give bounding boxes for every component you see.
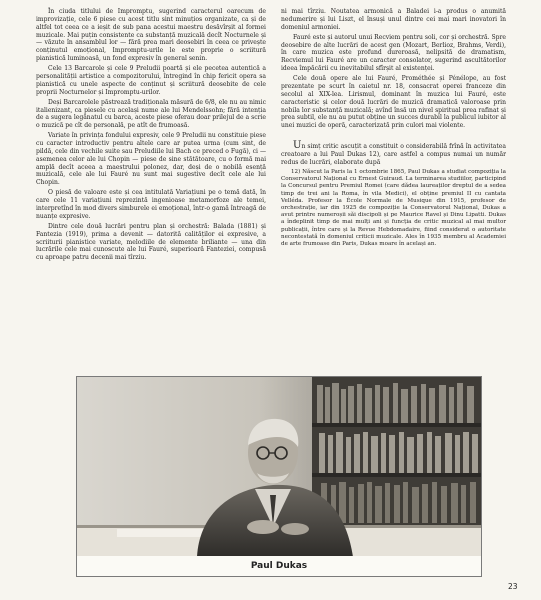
- paragraph: O piesă de valoare este și cea intitulată Variațiuni pe o temă dată, în care cele 11 variațiuni reprezintă ingenioase metamorfoze ale temei, interpretînd în mod divers simburele ei emoțional, într-o gamă întreagă de nuanțe expresive.: [36, 189, 266, 220]
- left-text-column: [36, 8, 266, 264]
- section-gap: [281, 132, 506, 142]
- paragraph: Cele 13 Barcarole și cele 9 Preludii poartă și ele pecetea autentică a personalității artistice a compozitorului, întregind în chip fericit opera sa pianistică cu unele aspecte de conținut și scriitură deosebite de cele proprii Nocturnelor și Impromptu-urilor.: [36, 65, 266, 96]
- portrait-illustration: [77, 377, 481, 557]
- paragraph: Deși Barcarolele păstrează tradiționala măsură de 6/8, ele nu au nimic italienizant, ca piesele cu același nume ale lui Mendelssohn; fără intenția de a sugera legănatul cu barca, aceste piese oferau doar prilejul de a scrie o muzică pe cît de personală, pe atît de frumoasă.: [36, 98, 266, 130]
- drop-initial: U: [293, 140, 302, 152]
- paragraph: ni mai tîrziu. Noutatea armonică a Baladei i-a produs o anumită nedumerire și lui Liszt, el însuși unul dintre cei mai mari inovatori în domeniul armoniei.: [281, 8, 506, 31]
- figure-caption-box: [76, 556, 482, 577]
- closing-paragraph: [281, 142, 506, 167]
- paragraph: Fauré este și autorul unui Recviem pentru soli, cor și orchestră. Spre deosebire de alte lucrări de acest gen (Mozart, Berlioz, Brahms, Verdi), în care muzica este profund dureroasă, nelipsită de dramatism, Recviemul lui Fauré are un caracter consolator, sugerind ascultătorilor ideea împăcării cu inevitabilul sfîrșit al existenței.: [281, 33, 506, 73]
- closing-paragraph-text: n simț critic ascuțit a constituit o considerabilă frînă în activitatea creatoare a lui Paul Dukas 12), care astfel a compus numai un număr redus de lucrări, elaborate după: [281, 143, 506, 166]
- page-number: 23: [508, 582, 518, 591]
- paragraph: Cele două opere ale lui Fauré, Prométhée și Pénélope, au fost prezentate pe scurt în caietul nr. 18, consacrat operei franceze din secolul al XIX-lea. Lirismul, dominant în muzica lui Fauré, este caracteristic și celor două lucrări de muzică dramatică valoroase prin nobila lor substanță muzicală; avînd însă un nivel spiritual prea rafinat și prea subtil, ele nu au putut obține un succes durabil la publicul iubitor al unei muzici de operă, caracterizată prin culori mai violente.: [281, 75, 506, 130]
- paragraph: Variate în privința fondului expresiv, cele 9 Preludii nu constituie piese cu caracter introductiv pentru altele care ar putea urma (cum sint, de pildă, cele din vechile suite sau Preludiile lui Bach ce preced o Fugă), ci — asemenea celor ale lui Chopin — piese de sine stătătoare, cu o formă mai amplă decît aceea a maestrului polonez, dar, deși de o nobilă esență muzicală, cele ale lui Fauré nu sunt mai sugestive decît cele ale lui Chopin.: [36, 132, 266, 187]
- right-text-column: [281, 8, 506, 248]
- paragraph: În ciuda titlului de Impromptu, sugerind caracterul oarecum de improvizație, cele 6 piese cu acest titlu sint minuțios organizate, ca și de altfel tot ceea ce a ieșit de sub pana acestui maestru desăvîrșit al formei muzicale. Mai puțin consistente ca substanță muzicală decît Nocturnele și — văzute în ansamblul lor — fără prea mari deosebiri în ceea ce privește conținutul emoțional, Impromptu-urile le este proprie o scriitură pianistică luminoasă, un fond expresiv în general senin.: [36, 8, 266, 63]
- portrait-photo: [76, 376, 482, 558]
- footnote: 12) Născut la Paris la 1 octombrie 1865, Paul Dukas a studiat compoziția la Conservatorul Național cu Ernest Guiraud. La terminarea studiilor, participind la Concursul pentru Premiul Romei (care dădea laureaților dreptul de a sedea timp de trei ani la Roma, în vila Medici), el obține premiul II cu cantata Velléda. Profesor la École Normale de Musique din 1915, profesor de orchestrație, iar din 1925 de compoziție la Conservatorul Național, Dukas a avut printre numeroșii săi discipoli și pe Maurice Ravel și Dinu Lipatti. Dukas a îndeplinit timp de mai mulți ani și funcția de critic muzical al mai multor publicații, între care și la Revue Hebdomadaire, fiind considerat o autoritate necontestată în domeniul criticii muzicale. Ales în 1935 membru al Academiei de arte frumoase din Paris, Dukas moare în același an.: [281, 168, 506, 247]
- paragraph: Dintre cele două lucrări pentru plan și orchestră: Balada (1881) și Fantezia (1919), prima a devenit — datorită calităților ei expresive, a scriiturii pianistice variate, melodiile de elemente briliante — una din lucrările cele mai cunoscute ale lui Fauré, superioară Fanteziei, compusă cu aproape patru decenii mai tîrziu.: [36, 222, 266, 262]
- figure-caption: Paul Dukas: [250, 561, 308, 571]
